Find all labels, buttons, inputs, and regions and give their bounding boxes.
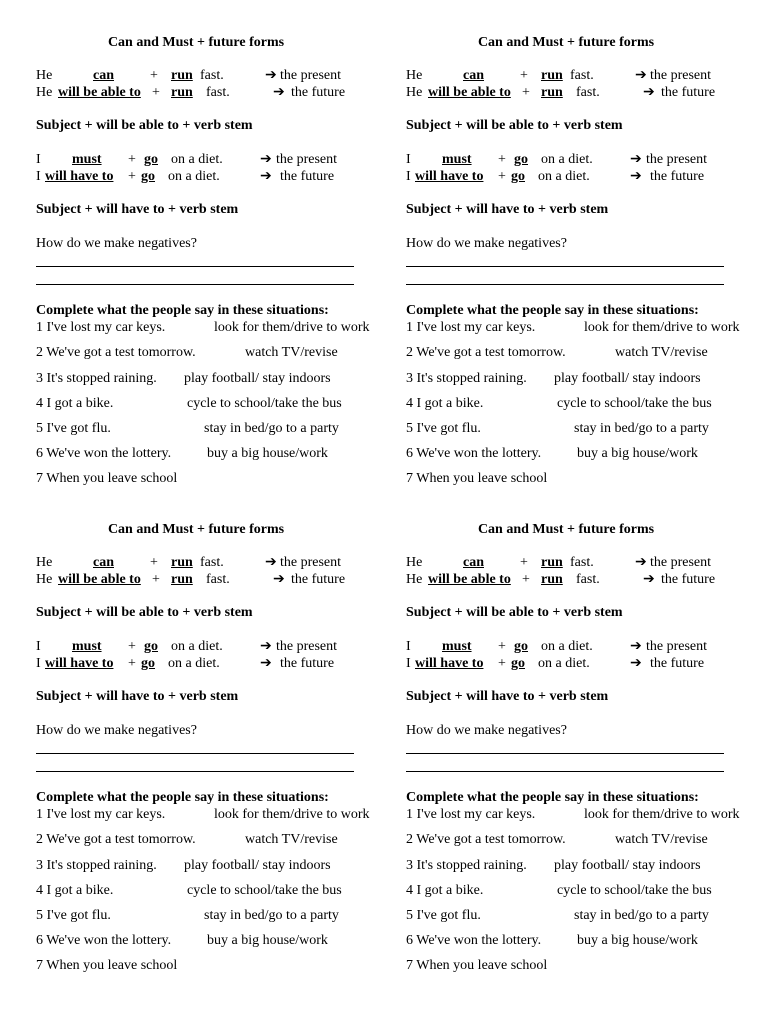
arrow-right-icon: ➔ [635,68,647,83]
negatives-question: How do we make negatives? [36,236,197,251]
situations-heading: Complete what the people say in these situations: [36,790,329,805]
situation-item: 4 I got a bike. cycle to school/take the bus [36,883,342,898]
verb-run: run [541,68,563,83]
arrow-right-icon: ➔ [643,572,655,587]
can-rule: Subject + will be able to + verb stem [36,605,253,620]
modal-can: can [93,555,114,570]
modal-must: must [442,152,472,167]
modal-will-be-able-to: will be able to [428,572,511,587]
worksheet-title: Can and Must + future forms [107,522,285,537]
situation-item: 2 We've got a test tomorrow. watch TV/revise [406,832,708,847]
situation-item: 7 When you leave school [406,471,548,486]
verb-run: run [171,85,193,100]
worksheet-quadrant: Can and Must + future forms He can + run fast. ➔ the present He will be able to + run fast. ➔ the future Subject + will be able to + verb stem I must + go on a diet. ➔ the present I will have to + go on a diet. ➔ the future Subject + will have to + verb stem How do we make negatives? Complete what the people say in these situations: 1 I've lost my car keys. look for them/drive to work 2 We've got a test tomorrow. watch TV/revise 3 It's stopped raining. play football/ stay indoors 4 I got a bike. cycle to school/take the bus 5 I've got flu. stay in bed/go to a party 6 We've won the lottery. buy a big house/work 7 When you leave school [406,522,740,973]
worksheet-quadrant: Can and Must + future forms He can + run fast. ➔ the present He will be able to + run fast. ➔ the future Subject + will be able to + verb stem I must + go on a diet. ➔ the present I will have to + go on a diet. ➔ the future Subject + will have to + verb stem How do we make negatives? Complete what the people say in these situations: 1 I've lost my car keys. look for them/drive to work 2 We've got a test tomorrow. watch TV/revise 3 It's stopped raining. play football/ stay indoors 4 I got a bike. cycle to school/take the bus 5 I've got flu. stay in bed/go to a party 6 We've won the lottery. buy a big house/work 7 When you leave school [406,35,740,486]
modal-can: can [463,555,484,570]
modal-will-have-to: will have to [415,656,484,671]
negatives-question: How do we make negatives? [406,723,567,738]
verb-run: run [541,85,563,100]
situation-item: 7 When you leave school [406,958,548,973]
modal-will-be-able-to: will be able to [428,85,511,100]
arrow-right-icon: ➔ [260,152,272,167]
modal-will-have-to: will have to [45,169,114,184]
verb-go: go [511,169,525,184]
situation-item: 4 I got a bike. cycle to school/take the bus [36,396,342,411]
arrow-right-icon: ➔ [260,656,272,671]
verb-run: run [171,68,193,83]
situations-heading: Complete what the people say in these situations: [406,790,699,805]
arrow-right-icon: ➔ [265,68,277,83]
modal-will-have-to: will have to [415,169,484,184]
arrow-right-icon: ➔ [260,169,272,184]
arrow-right-icon: ➔ [265,555,277,570]
arrow-right-icon: ➔ [630,152,642,167]
arrow-right-icon: ➔ [635,555,647,570]
answer-line [406,266,724,267]
situation-item: 5 I've got flu. stay in bed/go to a party [406,908,709,923]
must-rule: Subject + will have to + verb stem [36,202,239,217]
arrow-right-icon: ➔ [630,639,642,654]
verb-run: run [541,572,563,587]
worksheet-quadrant: Can and Must + future forms He can + run fast. ➔ the present He will be able to + run fast. ➔ the future Subject + will be able to + verb stem I must + go on a diet. ➔ the present I will have to + go on a diet. ➔ the future Subject + will have to + verb stem How do we make negatives? Complete what the people say in these situations: 1 I've lost my car keys. look for them/drive to work 2 We've got a test tomorrow. watch TV/revise 3 It's stopped raining. play football/ stay indoors 4 I got a bike. cycle to school/take the bus 5 I've got flu. stay in bed/go to a party 6 We've won the lottery. buy a big house/work 7 When you leave school [36,522,370,973]
situation-item: 2 We've got a test tomorrow. watch TV/revise [36,832,338,847]
situation-item: 5 I've got flu. stay in bed/go to a party [406,421,709,436]
verb-go: go [144,152,158,167]
modal-can: can [93,68,114,83]
situation-item: 1 I've lost my car keys. look for them/drive to work [406,320,740,335]
situation-item: 3 It's stopped raining. play football/ stay indoors [406,371,701,386]
arrow-right-icon: ➔ [273,572,285,587]
worksheet-title: Can and Must + future forms [477,522,655,537]
situations-heading: Complete what the people say in these situations: [406,303,699,318]
situation-item: 3 It's stopped raining. play football/ stay indoors [36,858,331,873]
situation-item: 6 We've won the lottery. buy a big house/work [406,446,698,461]
verb-go: go [511,656,525,671]
arrow-right-icon: ➔ [630,169,642,184]
answer-line [406,753,724,754]
verb-go: go [514,152,528,167]
situation-item: 1 I've lost my car keys. look for them/drive to work [36,807,370,822]
situation-item: 3 It's stopped raining. play football/ stay indoors [36,371,331,386]
situation-item: 5 I've got flu. stay in bed/go to a party [36,421,339,436]
situation-item: 1 I've lost my car keys. look for them/drive to work [406,807,740,822]
can-rule: Subject + will be able to + verb stem [406,118,623,133]
worksheet-title: Can and Must + future forms [477,35,655,50]
situation-item: 7 When you leave school [36,958,178,973]
answer-line [36,771,354,772]
answer-line [406,284,724,285]
arrow-right-icon: ➔ [273,85,285,100]
can-rule: Subject + will be able to + verb stem [406,605,623,620]
situation-item: 4 I got a bike. cycle to school/take the bus [406,396,712,411]
worksheet-quadrant: Can and Must + future forms He can + run fast. ➔ the present He will be able to + run fast. ➔ the future Subject + will be able to + verb stem I must + go on a diet. ➔ the present I will have to + go on a diet. ➔ the future Subject + will have to + verb stem How do we make negatives? Complete what the people say in these situations: 1 I've lost my car keys. look for them/drive to work 2 We've got a test tomorrow. watch TV/revise 3 It's stopped raining. play football/ stay indoors 4 I got a bike. cycle to school/take the bus 5 I've got flu. stay in bed/go to a party 6 We've won the lottery. buy a big house/work 7 When you leave school [36,35,370,486]
situation-item: 3 It's stopped raining. play football/ stay indoors [406,858,701,873]
must-rule: Subject + will have to + verb stem [36,689,239,704]
verb-go: go [141,656,155,671]
must-rule: Subject + will have to + verb stem [406,202,609,217]
verb-run: run [171,555,193,570]
modal-will-be-able-to: will be able to [58,572,141,587]
verb-run: run [171,572,193,587]
verb-go: go [144,639,158,654]
situation-item: 6 We've won the lottery. buy a big house/work [406,933,698,948]
situation-item: 6 We've won the lottery. buy a big house/work [36,446,328,461]
situation-item: 2 We've got a test tomorrow. watch TV/revise [36,345,338,360]
arrow-right-icon: ➔ [643,85,655,100]
worksheet-title: Can and Must + future forms [107,35,285,50]
modal-must: must [72,152,102,167]
situation-item: 2 We've got a test tomorrow. watch TV/revise [406,345,708,360]
can-rule: Subject + will be able to + verb stem [36,118,253,133]
situation-item: 4 I got a bike. cycle to school/take the bus [406,883,712,898]
arrow-right-icon: ➔ [260,639,272,654]
answer-line [406,771,724,772]
modal-must: must [72,639,102,654]
answer-line [36,266,354,267]
situation-item: 7 When you leave school [36,471,178,486]
modal-must: must [442,639,472,654]
answer-line [36,284,354,285]
verb-go: go [141,169,155,184]
situation-item: 5 I've got flu. stay in bed/go to a party [36,908,339,923]
negatives-question: How do we make negatives? [406,236,567,251]
must-rule: Subject + will have to + verb stem [406,689,609,704]
verb-run: run [541,555,563,570]
situations-heading: Complete what the people say in these situations: [36,303,329,318]
arrow-right-icon: ➔ [630,656,642,671]
modal-will-have-to: will have to [45,656,114,671]
verb-go: go [514,639,528,654]
answer-line [36,753,354,754]
negatives-question: How do we make negatives? [36,723,197,738]
modal-can: can [463,68,484,83]
modal-will-be-able-to: will be able to [58,85,141,100]
situation-item: 6 We've won the lottery. buy a big house/work [36,933,328,948]
situation-item: 1 I've lost my car keys. look for them/drive to work [36,320,370,335]
